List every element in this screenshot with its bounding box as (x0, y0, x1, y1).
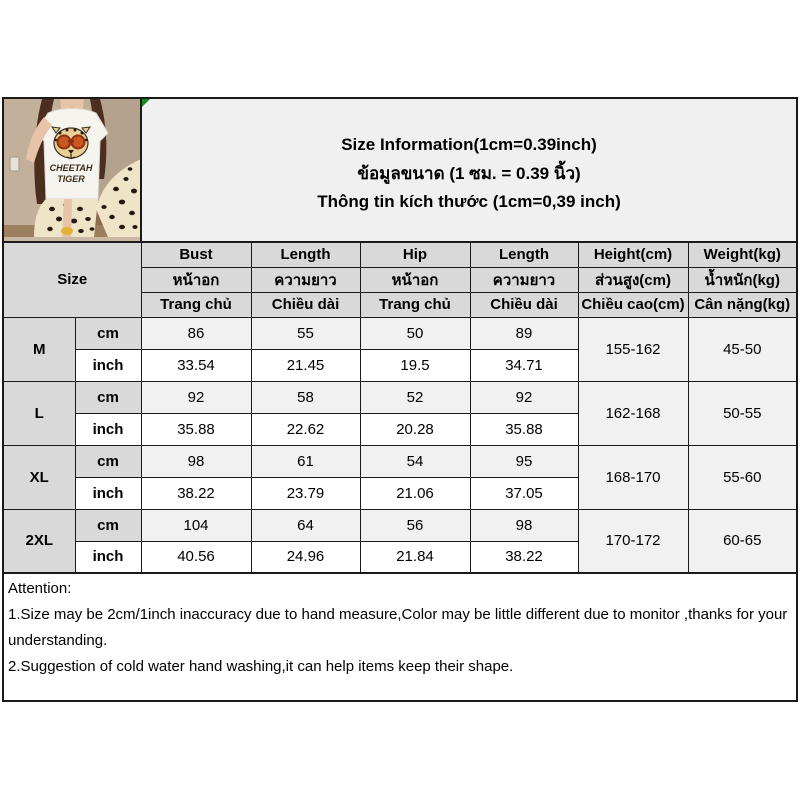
cell-m-hip-cm: 50 (360, 317, 470, 349)
col-header-height-en: Height(cm) (578, 242, 688, 267)
cell-l-length2-cm: 92 (470, 381, 578, 413)
cell-xl-bust-cm: 98 (141, 445, 251, 477)
cell-l-bust-inch: 35.88 (141, 413, 251, 445)
size-table (2, 97, 798, 702)
product-photo-illustration (4, 99, 141, 237)
unit-label: inch (75, 477, 141, 509)
cell-l-length1-cm: 58 (251, 381, 360, 413)
cell-xl-height: 168-170 (578, 445, 688, 509)
cell-m-length1-cm: 55 (251, 317, 360, 349)
unit-label: inch (75, 541, 141, 573)
col-header-hip-th: หน้าอก (360, 267, 470, 292)
col-header-length2-vi: Chiều dài (470, 292, 578, 317)
cell-l-hip-cm: 52 (360, 381, 470, 413)
col-header-length2-th: ความยาว (470, 267, 578, 292)
cell-2xl-length2-cm: 98 (470, 509, 578, 541)
title-thai: ข้อมูลขนาด (1 ซม. = 0.39 นิ้ว) (357, 163, 581, 183)
col-header-bust-en: Bust (141, 242, 251, 267)
cell-xl-hip-cm: 54 (360, 445, 470, 477)
attention-line-1: 1.Size may be 2cm/1inch inaccuracy due to hand measure,Color may be little different due to monitor ,thanks for your understanding. (8, 606, 788, 649)
cell-m-length1-inch: 21.45 (251, 349, 360, 381)
cell-xl-bust-inch: 38.22 (141, 477, 251, 509)
col-header-weight-vi: Cân nặng(kg) (688, 292, 797, 317)
cell-l-bust-cm: 92 (141, 381, 251, 413)
cell-xl-length2-cm: 95 (470, 445, 578, 477)
attention-note (3, 573, 797, 701)
table-row-m-cm (3, 317, 797, 349)
attention-heading: Attention: (8, 580, 72, 597)
title-cell (141, 98, 797, 242)
cell-l-length1-inch: 22.62 (251, 413, 360, 445)
cell-2xl-height: 170-172 (578, 509, 688, 573)
cell-l-height: 162-168 (578, 381, 688, 445)
col-header-height-th: ส่วนสูง(cm) (578, 267, 688, 292)
cell-m-weight: 45-50 (688, 317, 797, 381)
unit-label: cm (75, 381, 141, 413)
table-row-2xl-cm (3, 509, 797, 541)
col-header-length1-en: Length (251, 242, 360, 267)
cell-xl-weight: 55-60 (688, 445, 797, 509)
col-header-weight-en: Weight(kg) (688, 242, 797, 267)
col-header-length1-th: ความยาว (251, 267, 360, 292)
cell-l-weight: 50-55 (688, 381, 797, 445)
size-label-m: M (3, 317, 75, 381)
cell-m-length2-cm: 89 (470, 317, 578, 349)
col-header-bust-th: หน้าอก (141, 267, 251, 292)
unit-label: cm (75, 445, 141, 477)
cell-2xl-length2-inch: 38.22 (470, 541, 578, 573)
title-english: Size Information(1cm=0.39inch) (341, 134, 597, 154)
cell-m-hip-inch: 19.5 (360, 349, 470, 381)
col-header-bust-vi: Trang chủ (141, 292, 251, 317)
col-header-hip-vi: Trang chủ (360, 292, 470, 317)
cell-2xl-length1-cm: 64 (251, 509, 360, 541)
unit-label: cm (75, 509, 141, 541)
cell-xl-hip-inch: 21.06 (360, 477, 470, 509)
cell-comment-marker (142, 99, 150, 107)
cell-m-bust-cm: 86 (141, 317, 251, 349)
title-vietnamese: Thông tin kích thước (1cm=0,39 inch) (317, 191, 621, 211)
product-photo (3, 98, 141, 242)
table-row-l-cm (3, 381, 797, 413)
cell-xl-length2-inch: 37.05 (470, 477, 578, 509)
cell-l-length2-inch: 35.88 (470, 413, 578, 445)
col-header-length2-en: Length (470, 242, 578, 267)
unit-label: cm (75, 317, 141, 349)
unit-label: inch (75, 349, 141, 381)
cell-m-length2-inch: 34.71 (470, 349, 578, 381)
col-header-length1-vi: Chiều dài (251, 292, 360, 317)
cell-xl-length1-inch: 23.79 (251, 477, 360, 509)
shirt-text-tiger: TIGER (57, 174, 85, 184)
cell-2xl-length1-inch: 24.96 (251, 541, 360, 573)
size-header: Size (3, 242, 141, 317)
shirt-text-cheetah: CHEETAH (49, 163, 93, 173)
cell-2xl-hip-inch: 21.84 (360, 541, 470, 573)
size-label-xl: XL (3, 445, 75, 509)
size-label-2xl: 2XL (3, 509, 75, 573)
cell-xl-length1-cm: 61 (251, 445, 360, 477)
cell-2xl-hip-cm: 56 (360, 509, 470, 541)
table-row-xl-cm (3, 445, 797, 477)
cell-l-hip-inch: 20.28 (360, 413, 470, 445)
col-header-hip-en: Hip (360, 242, 470, 267)
col-header-weight-th: น้ำหนัก(kg) (688, 267, 797, 292)
cell-m-bust-inch: 33.54 (141, 349, 251, 381)
attention-line-2: 2.Suggestion of cold water hand washing,it can help items keep their shape. (8, 658, 514, 675)
cell-2xl-bust-cm: 104 (141, 509, 251, 541)
unit-label: inch (75, 413, 141, 445)
cell-2xl-weight: 60-65 (688, 509, 797, 573)
cell-m-height: 155-162 (578, 317, 688, 381)
size-label-l: L (3, 381, 75, 445)
col-header-height-vi: Chiều cao(cm) (578, 292, 688, 317)
cell-2xl-bust-inch: 40.56 (141, 541, 251, 573)
